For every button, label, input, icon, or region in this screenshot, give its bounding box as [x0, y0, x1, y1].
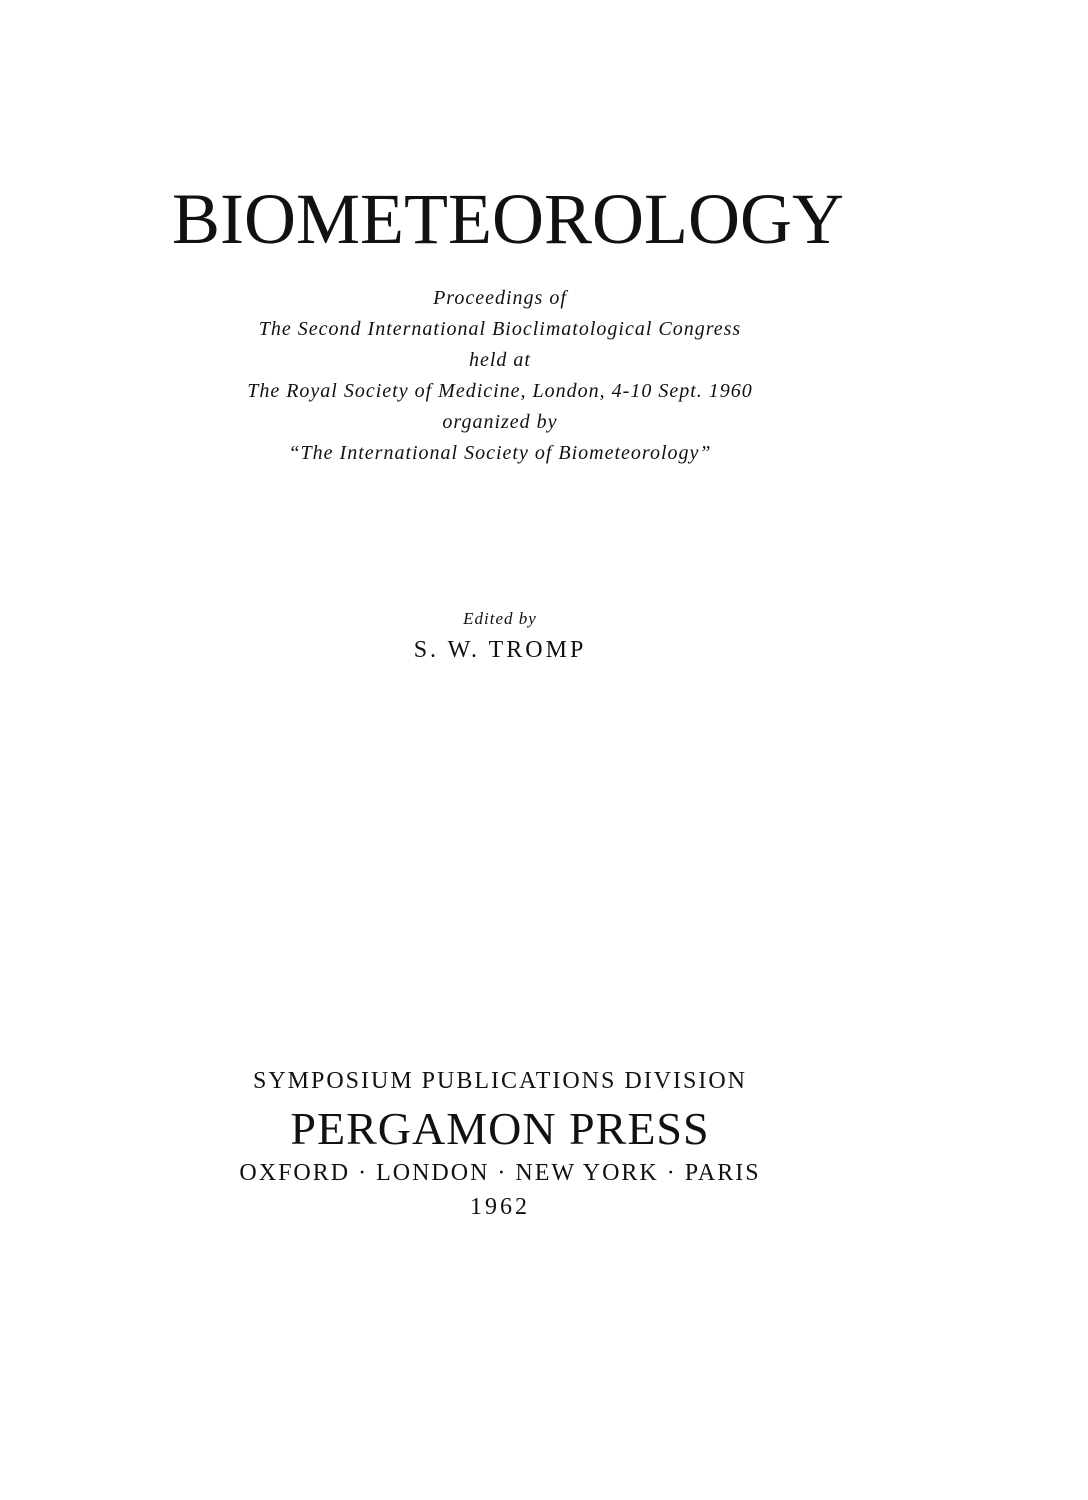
editor-name: S. W. TROMP — [413, 637, 587, 663]
subtitle-line: Proceedings of — [433, 287, 567, 309]
publisher: PERGAMON PRESS — [290, 1103, 710, 1154]
subtitle-line: The Second International Bioclimatological Congress — [258, 318, 742, 340]
year: 1962 — [470, 1194, 530, 1220]
division: SYMPOSIUM PUBLICATIONS DIVISION — [252, 1068, 748, 1094]
book-title: BIOMETEOROLOGY — [172, 179, 844, 259]
subtitle-line: “The International Society of Biometeorology” — [288, 442, 712, 464]
cities: OXFORD · LONDON · NEW YORK · PARIS — [239, 1160, 761, 1186]
subtitle-line: held at — [469, 349, 531, 371]
subtitle-line: The Royal Society of Medicine, London, 4-10 Sept. 1960 — [247, 380, 753, 402]
subtitle-line: organized by — [442, 411, 558, 433]
edited-by-label: Edited by — [463, 609, 537, 628]
